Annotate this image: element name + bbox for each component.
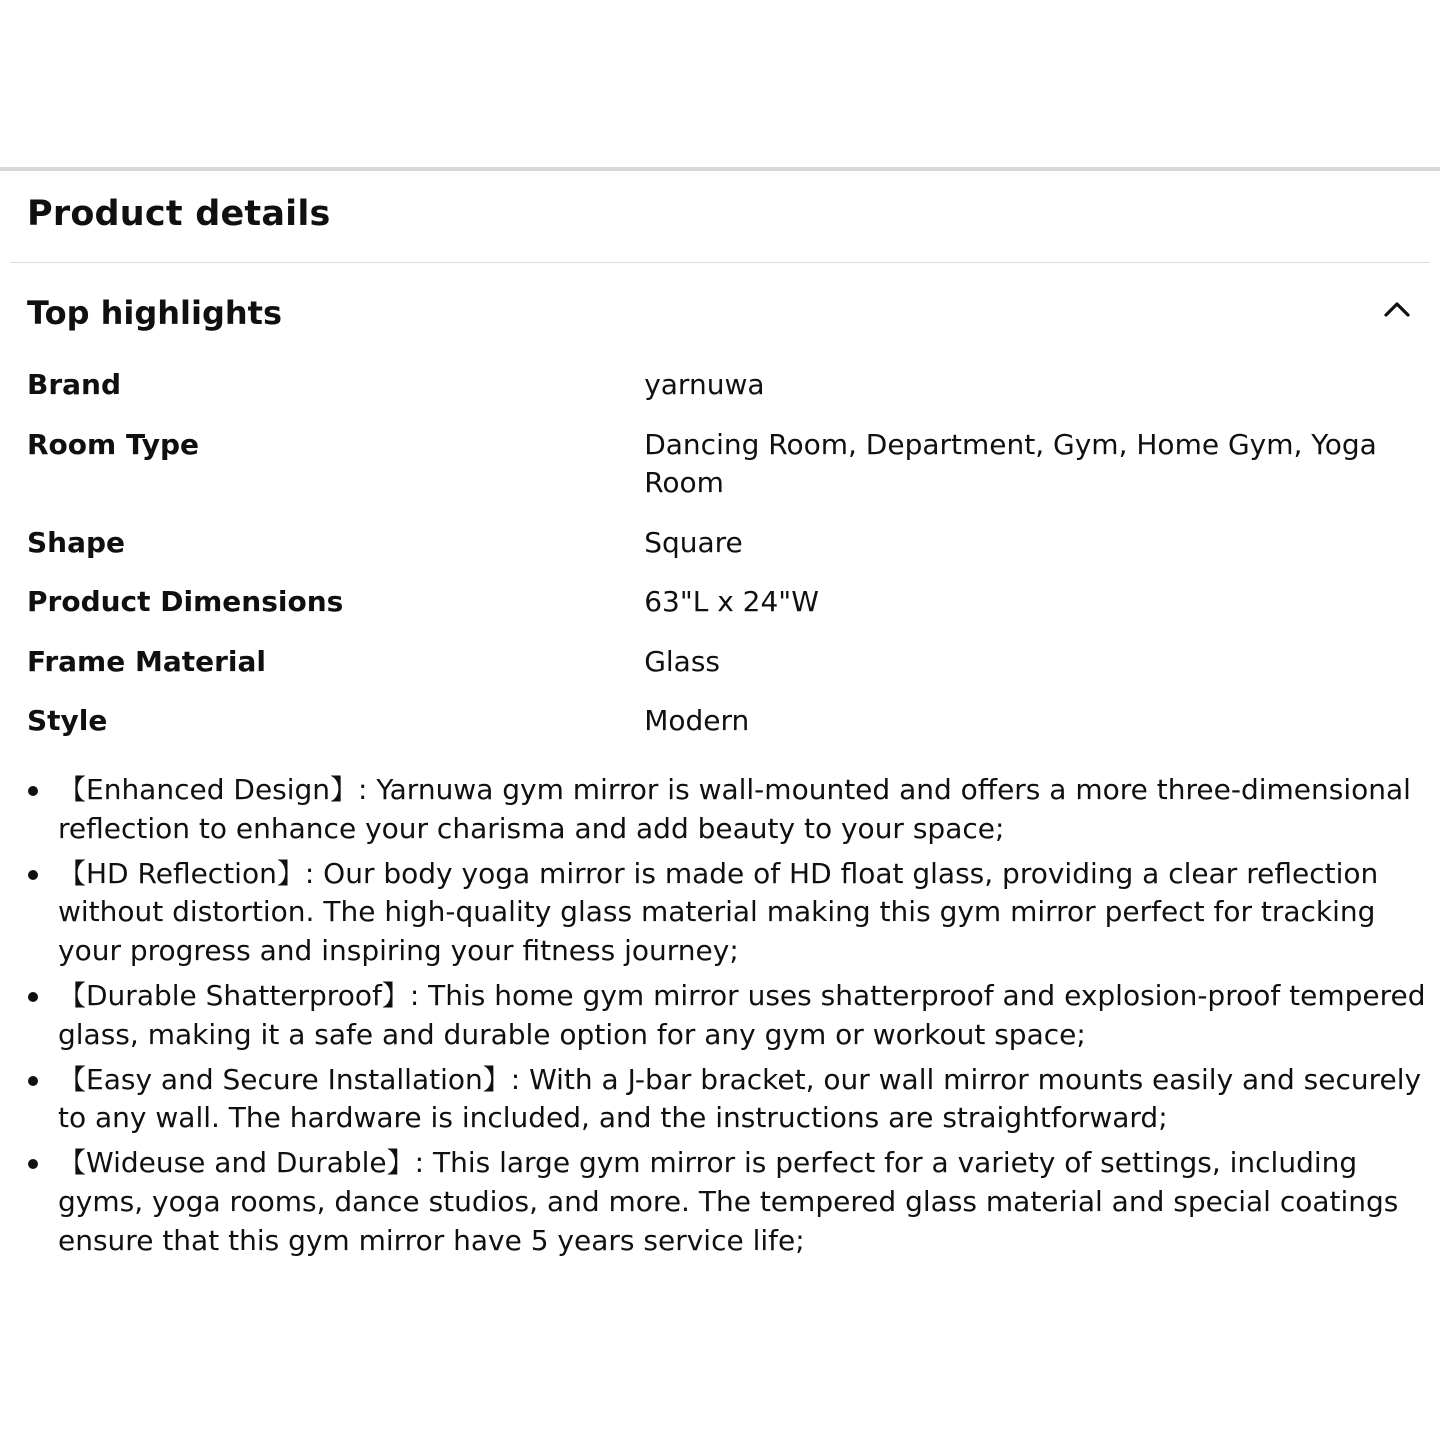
spec-value: Dancing Room, Department, Gym, Home Gym, Yoga Room xyxy=(644,427,1377,499)
spec-row-shape xyxy=(27,524,1417,584)
feature-bullet-list xyxy=(58,771,1433,1267)
spec-row-style xyxy=(27,702,1417,762)
chevron-up-icon[interactable] xyxy=(1382,294,1412,324)
feature-bullet: 【Durable Shatterproof】: This home gym mirror uses shatterproof and explosion-proof tempered glass, making it a safe and durable option for any gym or workout space; xyxy=(58,977,1433,1055)
feature-bullet: 【Easy and Secure Installation】: With a J-bar bracket, our wall mirror mounts easily and securely to any wall. The hardware is included, and the instructions are straightforward; xyxy=(58,1061,1433,1139)
spec-row-brand xyxy=(27,366,1417,426)
spec-key: Shape xyxy=(27,525,126,559)
spec-row-product-dimensions xyxy=(27,583,1417,643)
section-title: Product details xyxy=(27,194,331,234)
highlights-table xyxy=(27,366,1417,762)
top-highlights-title: Top highlights xyxy=(27,294,283,332)
spec-key: Style xyxy=(27,704,108,737)
spec-key: Room Type xyxy=(27,427,200,461)
spec-key: Product Dimensions xyxy=(27,585,344,618)
top-divider xyxy=(0,167,1440,171)
spec-value: Modern xyxy=(644,704,750,737)
spec-value: yarnuwa xyxy=(644,368,765,401)
spec-row-room-type xyxy=(27,426,1417,524)
feature-bullet: 【Wideuse and Durable】: This large gym mirror is perfect for a variety of settings, including gyms, yoga rooms, dance studios, and more. The tempered glass material and special coatings ensure that this gym mirror have 5 years service life; xyxy=(58,1144,1433,1260)
spec-value: Glass xyxy=(644,644,721,678)
top-highlights-toggle[interactable] xyxy=(27,290,1412,338)
spec-value: 63"L x 24"W xyxy=(644,585,819,618)
spec-value: Square xyxy=(644,525,743,559)
section-divider xyxy=(10,262,1430,263)
feature-bullet: 【Enhanced Design】: Yarnuwa gym mirror is wall-mounted and offers a more three-dimensional reflection to enhance your charisma and add beauty to your space; xyxy=(58,771,1433,849)
feature-bullet: 【HD Reflection】: Our body yoga mirror is made of HD float glass, providing a clear reflection without distortion. The high-quality glass material making this gym mirror perfect for tracking your progress and inspiring your fitness journey; xyxy=(58,855,1433,971)
spec-row-frame-material xyxy=(27,643,1417,703)
spec-key: Frame Material xyxy=(27,644,266,678)
spec-key: Brand xyxy=(27,368,122,401)
